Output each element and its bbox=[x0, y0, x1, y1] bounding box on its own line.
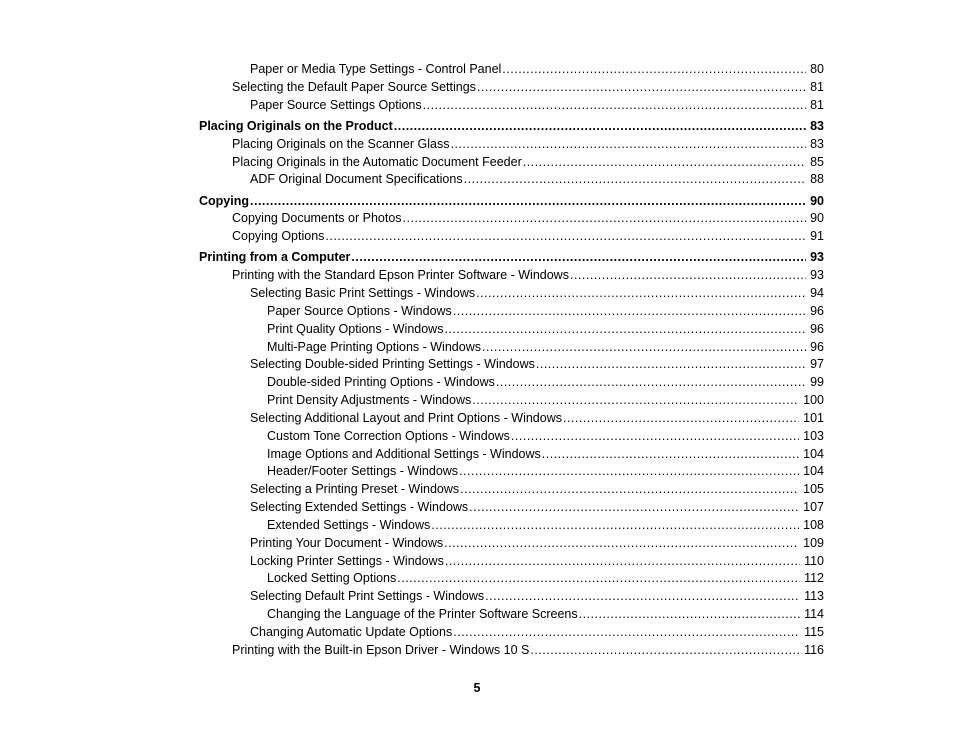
dot-leader bbox=[502, 61, 806, 77]
toc-entry[interactable] bbox=[250, 588, 824, 604]
dot-leader bbox=[579, 606, 800, 622]
toc-entry[interactable] bbox=[232, 136, 824, 152]
toc-entry-page: 108 bbox=[803, 518, 824, 532]
dot-leader bbox=[403, 210, 807, 226]
toc-entry-title: Printing from a Computer bbox=[199, 250, 351, 264]
toc-entry-title: Changing Automatic Update Options bbox=[250, 625, 453, 639]
toc-entry-page: 80 bbox=[810, 62, 824, 76]
toc-entry[interactable] bbox=[250, 356, 824, 372]
toc-entry-page: 100 bbox=[803, 393, 824, 407]
toc-entry[interactable] bbox=[267, 517, 824, 533]
toc-entry-page: 96 bbox=[810, 304, 824, 318]
toc-section-heading[interactable] bbox=[199, 193, 824, 209]
toc-entry-page: 112 bbox=[804, 571, 824, 585]
page-number: 5 bbox=[473, 681, 481, 695]
toc-entry-title: Selecting Additional Layout and Print Options - Windows bbox=[250, 411, 562, 425]
dot-leader bbox=[397, 570, 800, 586]
toc-entry-title: Paper Source Options - Windows bbox=[267, 304, 452, 318]
toc-entry-title: Placing Originals in the Automatic Document Feeder bbox=[232, 155, 522, 169]
dot-leader bbox=[542, 446, 799, 462]
toc-entry-title: Image Options and Additional Settings - Windows bbox=[267, 447, 541, 461]
dot-leader bbox=[511, 428, 799, 444]
toc-entry[interactable] bbox=[232, 79, 824, 95]
toc-entry-title: Paper Source Settings Options bbox=[250, 98, 422, 112]
toc-entry-page: 90 bbox=[810, 211, 824, 225]
toc-entry-page: 97 bbox=[810, 357, 824, 371]
toc-entry-title: Print Quality Options - Windows bbox=[267, 322, 444, 336]
toc-entry-title: Locked Setting Options bbox=[267, 571, 397, 585]
toc-entry[interactable] bbox=[267, 446, 824, 462]
toc-entry-title: Printing Your Document - Windows bbox=[250, 536, 444, 550]
toc-entry-title: Changing the Language of the Printer Software Screens bbox=[267, 607, 578, 621]
toc-entry-title: Placing Originals on the Scanner Glass bbox=[232, 137, 450, 151]
toc-entry-title: Paper or Media Type Settings - Control Panel bbox=[250, 62, 502, 76]
toc-entry-page: 101 bbox=[803, 411, 824, 425]
toc-entry-page: 81 bbox=[810, 98, 824, 112]
toc-entry-title: Placing Originals on the Product bbox=[199, 119, 393, 133]
toc-entry[interactable] bbox=[267, 392, 824, 408]
toc-entry[interactable] bbox=[267, 463, 824, 479]
toc-entry-title: Copying Documents or Photos bbox=[232, 211, 402, 225]
dot-leader bbox=[477, 79, 806, 95]
toc-entry[interactable] bbox=[232, 267, 824, 283]
toc-entry-title: Header/Footer Settings - Windows bbox=[267, 464, 459, 478]
dot-leader bbox=[444, 321, 806, 337]
toc-entry-page: 107 bbox=[803, 500, 824, 514]
dot-leader bbox=[459, 463, 799, 479]
toc-entry[interactable] bbox=[250, 481, 824, 497]
toc-entry[interactable] bbox=[267, 321, 824, 337]
toc-entry-title: Printing with the Built-in Epson Driver - Windows 10 S bbox=[232, 643, 530, 657]
dot-leader bbox=[351, 249, 806, 265]
dot-leader bbox=[394, 118, 806, 134]
dot-leader bbox=[570, 267, 806, 283]
dot-leader bbox=[444, 535, 799, 551]
toc-entry-page: 96 bbox=[810, 322, 824, 336]
toc-entry-title: Printing with the Standard Epson Printer Software - Windows bbox=[232, 268, 569, 282]
dot-leader bbox=[464, 171, 807, 187]
toc-entry-page: 93 bbox=[810, 268, 824, 282]
toc-section-heading[interactable] bbox=[199, 118, 824, 134]
dot-leader bbox=[536, 356, 806, 372]
toc-entry[interactable] bbox=[250, 61, 824, 77]
toc-entry-page: 93 bbox=[810, 250, 824, 264]
toc-entry-page: 99 bbox=[810, 375, 824, 389]
toc-entry-title: Custom Tone Correction Options - Windows bbox=[267, 429, 510, 443]
toc-entry-page: 110 bbox=[804, 554, 824, 568]
toc-entry-page: 104 bbox=[803, 447, 824, 461]
toc-entry[interactable] bbox=[267, 303, 824, 319]
toc-entry[interactable] bbox=[267, 428, 824, 444]
dot-leader bbox=[485, 588, 800, 604]
toc-entry[interactable] bbox=[267, 606, 824, 622]
toc-entry[interactable] bbox=[250, 499, 824, 515]
toc-entry-page: 85 bbox=[810, 155, 824, 169]
toc-entry[interactable] bbox=[250, 624, 824, 640]
toc-entry-page: 83 bbox=[810, 137, 824, 151]
dot-leader bbox=[496, 374, 806, 390]
toc-entry-page: 90 bbox=[810, 194, 824, 208]
toc-entry-page: 114 bbox=[804, 607, 824, 621]
toc-entry[interactable] bbox=[232, 228, 824, 244]
toc-entry-title: Locking Printer Settings - Windows bbox=[250, 554, 444, 568]
toc-entry[interactable] bbox=[250, 97, 824, 113]
toc-entry-page: 96 bbox=[810, 340, 824, 354]
toc-entry-title: Print Density Adjustments - Windows bbox=[267, 393, 472, 407]
toc-entry-page: 116 bbox=[804, 643, 824, 657]
toc-entry[interactable] bbox=[250, 535, 824, 551]
dot-leader bbox=[445, 553, 800, 569]
dot-leader bbox=[453, 303, 806, 319]
toc-entry-page: 115 bbox=[804, 625, 824, 639]
dot-leader bbox=[250, 193, 806, 209]
toc-entry-title: Copying Options bbox=[232, 229, 325, 243]
dot-leader bbox=[472, 392, 799, 408]
toc-entry-title: Selecting a Printing Preset - Windows bbox=[250, 482, 460, 496]
dot-leader bbox=[453, 624, 800, 640]
toc-entry[interactable] bbox=[250, 285, 824, 301]
toc-entry-title: Selecting the Default Paper Source Settings bbox=[232, 80, 476, 94]
dot-leader bbox=[423, 97, 806, 113]
toc-entry-page: 105 bbox=[803, 482, 824, 496]
dot-leader bbox=[431, 517, 799, 533]
toc-entry-page: 103 bbox=[803, 429, 824, 443]
dot-leader bbox=[450, 136, 806, 152]
dot-leader bbox=[325, 228, 806, 244]
toc-entry-page: 83 bbox=[810, 119, 824, 133]
dot-leader bbox=[523, 154, 806, 170]
toc-entry[interactable] bbox=[250, 410, 824, 426]
toc-entry-page: 113 bbox=[804, 589, 824, 603]
toc-entry[interactable] bbox=[267, 374, 824, 390]
toc-entry[interactable] bbox=[250, 171, 824, 187]
toc-entry-title: Multi-Page Printing Options - Windows bbox=[267, 340, 481, 354]
dot-leader bbox=[482, 339, 806, 355]
toc-entry[interactable] bbox=[232, 210, 824, 226]
toc-entry[interactable] bbox=[267, 339, 824, 355]
toc-entry-title: Selecting Double-sided Printing Settings - Windows bbox=[250, 357, 535, 371]
toc-entry-title: Extended Settings - Windows bbox=[267, 518, 431, 532]
toc-entry-page: 91 bbox=[810, 229, 824, 243]
toc-section-heading[interactable] bbox=[199, 249, 824, 265]
dot-leader bbox=[460, 481, 799, 497]
toc-entry-page: 88 bbox=[810, 172, 824, 186]
toc-entry-title: Copying bbox=[199, 194, 249, 208]
dot-leader bbox=[530, 642, 800, 658]
toc-entry-page: 94 bbox=[810, 286, 824, 300]
toc-entry-page: 81 bbox=[810, 80, 824, 94]
toc-entry[interactable] bbox=[250, 553, 824, 569]
dot-leader bbox=[476, 285, 806, 301]
toc-entry[interactable] bbox=[232, 642, 824, 658]
toc-entry-title: Selecting Extended Settings - Windows bbox=[250, 500, 469, 514]
toc-entry-title: ADF Original Document Specifications bbox=[250, 172, 463, 186]
toc-entry-title: Double-sided Printing Options - Windows bbox=[267, 375, 495, 389]
dot-leader bbox=[469, 499, 799, 515]
toc-entry-page: 104 bbox=[803, 464, 824, 478]
toc-entry[interactable] bbox=[232, 154, 824, 170]
toc-entry[interactable] bbox=[267, 570, 824, 586]
toc-entry-title: Selecting Basic Print Settings - Windows bbox=[250, 286, 476, 300]
toc-entry-title: Selecting Default Print Settings - Windows bbox=[250, 589, 485, 603]
toc-entry-page: 109 bbox=[803, 536, 824, 550]
dot-leader bbox=[563, 410, 799, 426]
